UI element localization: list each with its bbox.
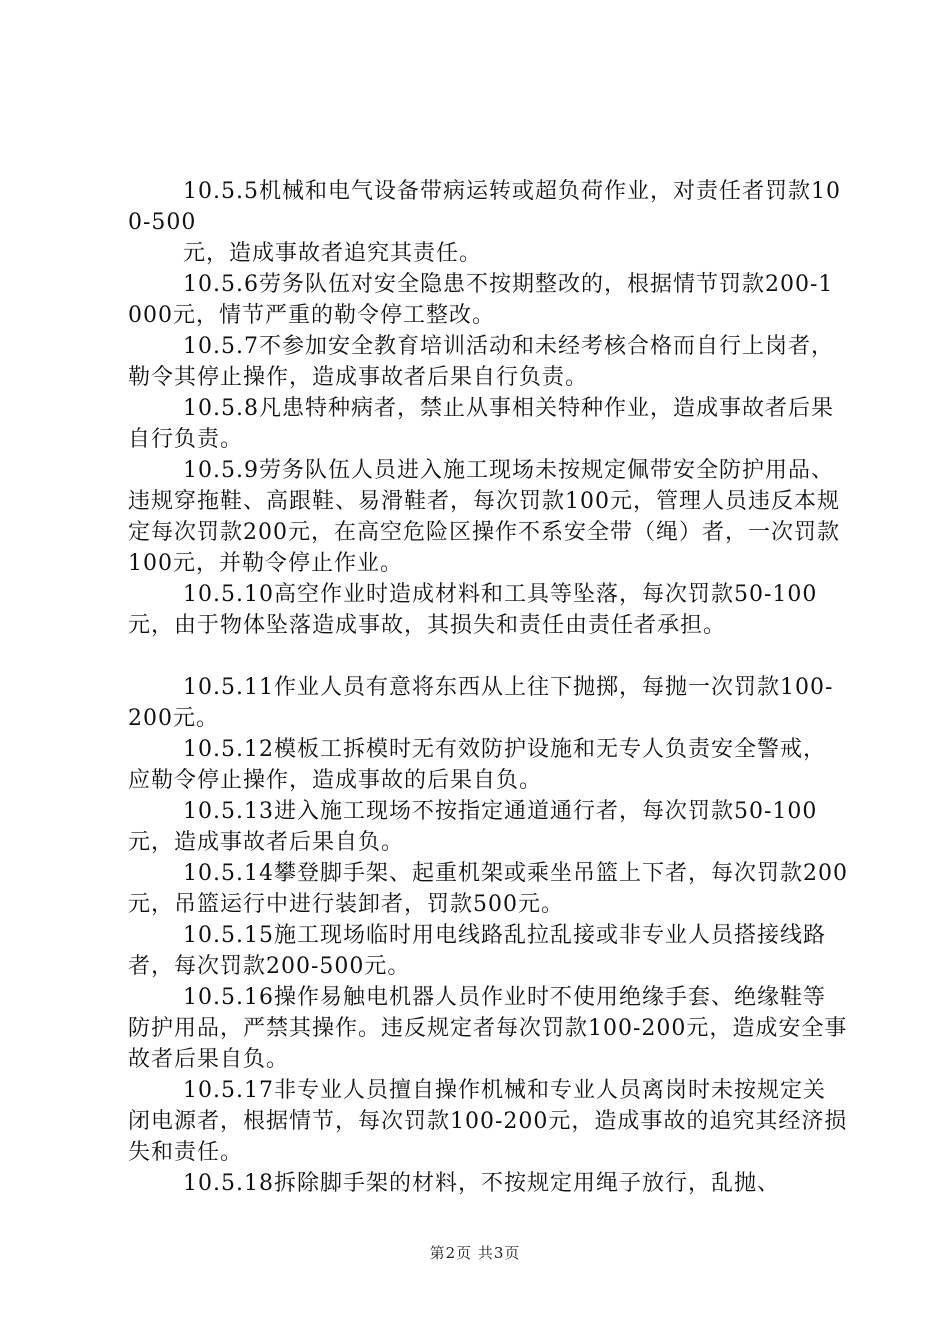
paragraph-10-5-15: 10.5.15施工现场临时用电线路乱拉乱接或非专业人员搭接线路者，每次罚款200-500元。: [128, 923, 826, 979]
page-footer: 第2页 共3页: [429, 1244, 521, 1262]
paragraph-10-5-8: 10.5.8凡患特种病者，禁止从事相关特种作业，造成事故者后果自行负责。: [128, 396, 834, 452]
paragraph-10-5-10: 10.5.10高空作业时造成材料和工具等坠落，每次罚款50-100元，由于物体坠落造成事故，其损失和责任由责任者承担。: [128, 582, 818, 638]
paragraph-10-5-9: 10.5.9劳务队伍人员进入施工现场未按规定佩带安全防护用品、违规穿拖鞋、高跟鞋、易滑鞋者，每次罚款100元，管理人员违反本规定每次罚款200元，在高空危险区操作不系安全带（绳）者，一次罚款100元，并勒令停止作业。: [128, 458, 840, 576]
paragraph-10-5-6: 10.5.6劳务队伍对安全隐患不按期整改的，根据情节罚款200-1000元，情节严重的勒令停工整改。: [128, 272, 834, 328]
paragraph-10-5-13: 10.5.13进入施工现场不按指定通道通行者，每次罚款50-100元，造成事故者后果自负。: [128, 799, 818, 855]
paragraph-10-5-16: 10.5.16操作易触电机器人员作业时不使用绝缘手套、绝缘鞋等防护用品，严禁其操作。违反规定者每次罚款100-200元，造成安全事故者后果自负。: [128, 985, 848, 1072]
paragraph-10-5-12: 10.5.12模板工拆模时无有效防护设施和无专人负责安全警戒，应勒令停止操作，造成事故的后果自负。: [128, 737, 826, 793]
paragraph-spacer: [128, 641, 848, 672]
paragraph-10-5-5-continued: 元，造成事故者追究其责任。: [183, 241, 483, 266]
paragraph-10-5-5: 10.5.5机械和电气设备带病运转或超负荷作业，对责任者罚款100-500: [128, 179, 841, 235]
paragraph-10-5-11: 10.5.11作业人员有意将东西从上往下抛掷，每抛一次罚款100-200元。: [128, 675, 834, 731]
document-body: [128, 176, 848, 1199]
paragraph-10-5-14: 10.5.14攀登脚手架、起重机架或乘坐吊篮上下者，每次罚款200元，吊篮运行中进行装卸者，罚款500元。: [128, 861, 848, 917]
paragraph-10-5-17: 10.5.17非专业人员擅自操作机械和专业人员离岗时未按规定关闭电源者，根据情节，每次罚款100-200元，造成事故的追究其经济损失和责任。: [128, 1078, 848, 1165]
paragraph-10-5-7: 10.5.7不参加安全教育培训活动和未经考核合格而自行上岗者，勒令其停止操作，造成事故者后果自行负责。: [128, 334, 834, 390]
paragraph-10-5-18: 10.5.18拆除脚手架的材料，不按规定用绳子放行，乱抛、: [183, 1171, 780, 1196]
